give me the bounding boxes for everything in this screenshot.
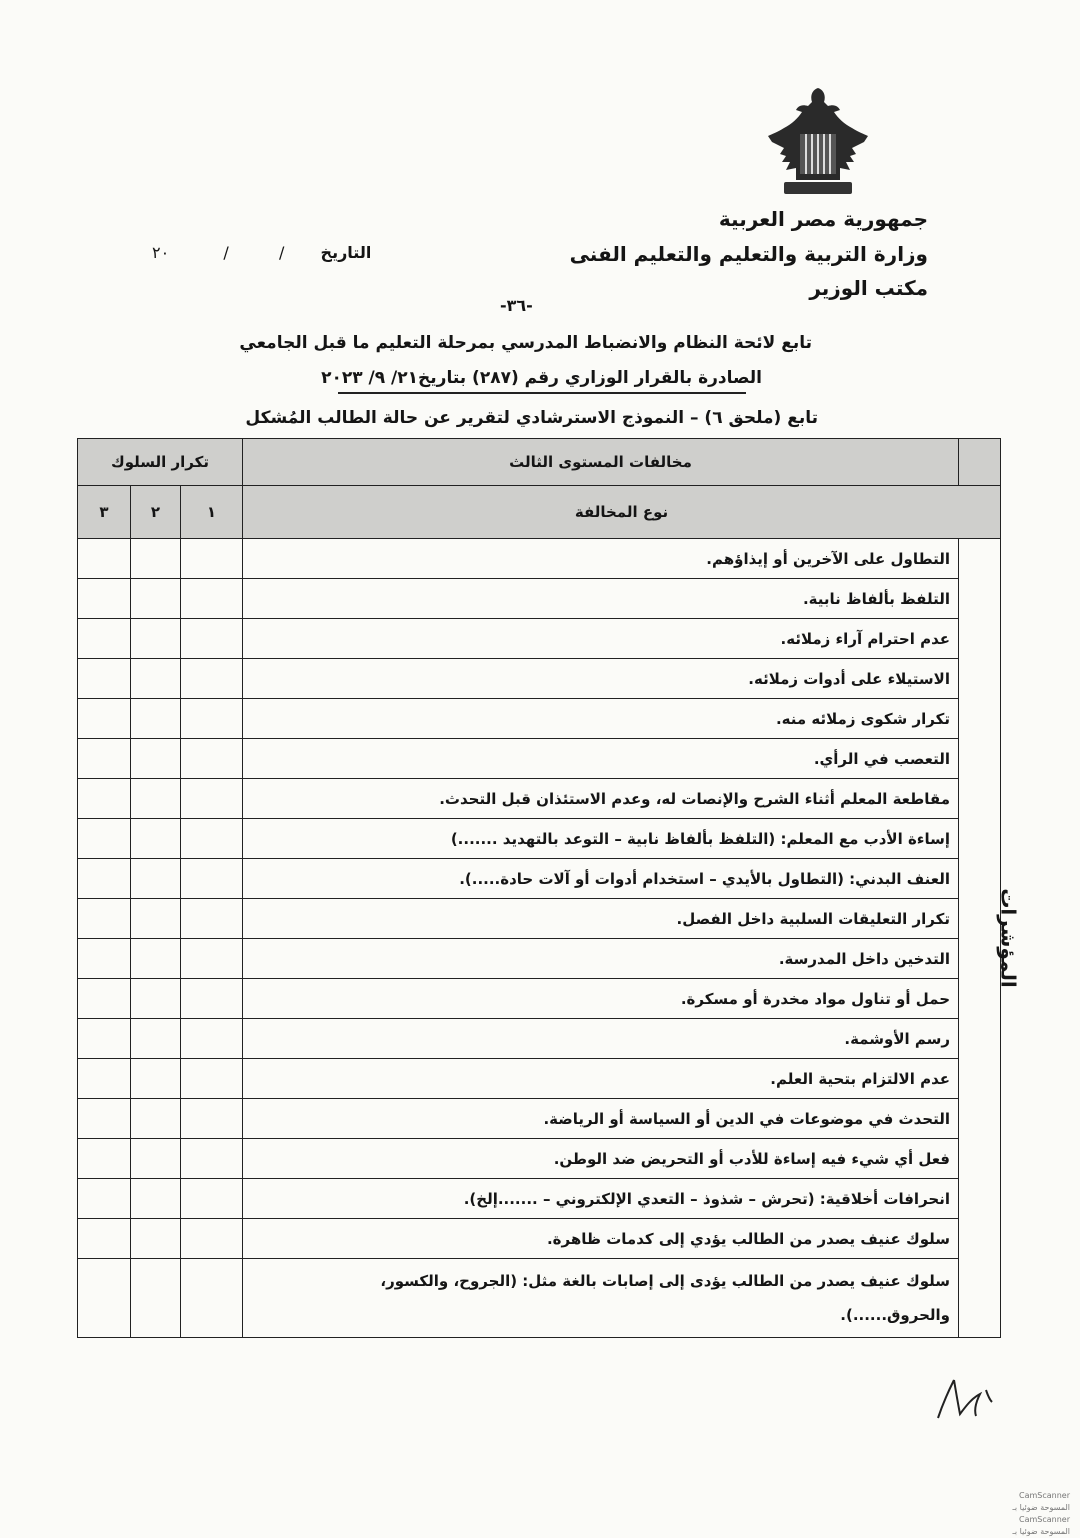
count-cell[interactable] [78, 619, 131, 659]
count-cell[interactable] [131, 659, 181, 699]
count-cell[interactable] [181, 1059, 243, 1099]
count-cell[interactable] [78, 1219, 131, 1259]
count-cell[interactable] [131, 619, 181, 659]
count-cell[interactable] [78, 579, 131, 619]
table-row [78, 1139, 1001, 1179]
count-header-3: ٣ [78, 486, 131, 539]
table-row [78, 1219, 1001, 1259]
date-separator: / [278, 243, 285, 262]
count-cell[interactable] [181, 859, 243, 899]
count-cell[interactable] [181, 979, 243, 1019]
violation-item: مقاطعة المعلم أثناء الشرح والإنصات له، وعدم الاستئذان قبل التحدث. [243, 779, 959, 819]
count-cell[interactable] [78, 1059, 131, 1099]
violation-item: الاستيلاء على أدوات زملائه. [243, 659, 959, 699]
violation-item: العنف البدني: (التطاول بالأيدي – استخدام أدوات أو آلات حادة.....). [243, 859, 959, 899]
page-number: -٣٦- [500, 296, 533, 315]
violation-item: التعصب في الرأي. [243, 739, 959, 779]
table-row [78, 939, 1001, 979]
count-cell[interactable] [131, 859, 181, 899]
eagle-emblem-icon [762, 84, 874, 200]
count-cell[interactable] [131, 579, 181, 619]
count-cell[interactable] [181, 1139, 243, 1179]
count-cell[interactable] [131, 739, 181, 779]
violation-item: حمل أو تناول مواد مخدرة أو مسكرة. [243, 979, 959, 1019]
count-cell[interactable] [181, 1019, 243, 1059]
violation-item: إساءة الأدب مع المعلم: (التلفظ بألفاظ نابية – التوعد بالتهديد .......) [243, 819, 959, 859]
count-cell[interactable] [78, 699, 131, 739]
level-header: مخالفات المستوى الثالث [243, 439, 959, 486]
table-row [78, 619, 1001, 659]
table-row [78, 819, 1001, 859]
table-header-row [78, 439, 1001, 486]
violation-item-last [243, 1259, 959, 1338]
count-cell[interactable] [131, 1179, 181, 1219]
count-cell[interactable] [181, 619, 243, 659]
table-row [78, 1059, 1001, 1099]
table-row [78, 579, 1001, 619]
table-row [78, 659, 1001, 699]
table-row [78, 779, 1001, 819]
count-cell[interactable] [131, 779, 181, 819]
violation-item: تكرار التعليقات السلبية داخل الفصل. [243, 899, 959, 939]
count-cell[interactable] [78, 539, 131, 579]
org-line-country: جمهورية مصر العربية [718, 207, 928, 231]
count-cell[interactable] [181, 1099, 243, 1139]
count-cell[interactable] [78, 779, 131, 819]
count-cell[interactable] [181, 539, 243, 579]
violation-item: التطاول على الآخرين أو إيذاؤهم. [243, 539, 959, 579]
count-cell[interactable] [131, 979, 181, 1019]
count-cell[interactable] [78, 1179, 131, 1219]
scanner-watermark-line: CamScanner المسوحة ضوئيا بـ [1012, 1491, 1070, 1512]
count-cell[interactable] [181, 899, 243, 939]
count-cell[interactable] [131, 1139, 181, 1179]
table-subheader-row [78, 486, 1001, 539]
count-cell[interactable] [131, 1019, 181, 1059]
repeat-header: تكرار السلوك [78, 439, 243, 486]
violation-item: عدم الالتزام بتحية العلم. [243, 1059, 959, 1099]
violation-item: التدخين داخل المدرسة. [243, 939, 959, 979]
table-row [78, 739, 1001, 779]
violation-item: انحرافات أخلاقية: (تحرش – شذوذ – التعدي الإلكتروني – .......إلخ). [243, 1179, 959, 1219]
count-cell[interactable] [181, 739, 243, 779]
table-row [78, 1259, 1001, 1338]
violation-item: فعل أي شيء فيه إساءة للأدب أو التحريض ضد الوطن. [243, 1139, 959, 1179]
count-cell[interactable] [181, 659, 243, 699]
table-row [78, 979, 1001, 1019]
count-cell[interactable] [78, 1099, 131, 1139]
table-row [78, 1179, 1001, 1219]
violation-item: تكرار شكوى زملائه منه. [243, 699, 959, 739]
signature-icon [930, 1370, 1010, 1430]
count-cell[interactable] [181, 819, 243, 859]
count-cell[interactable] [181, 1259, 243, 1338]
count-cell[interactable] [131, 1099, 181, 1139]
scanner-watermark [990, 1490, 1070, 1538]
count-cell[interactable] [78, 939, 131, 979]
count-cell[interactable] [181, 579, 243, 619]
count-cell[interactable] [131, 819, 181, 859]
table-row [78, 1019, 1001, 1059]
count-cell[interactable] [78, 859, 131, 899]
count-cell[interactable] [131, 1259, 181, 1338]
date-separator: / [223, 243, 229, 262]
count-cell[interactable] [131, 539, 181, 579]
violation-item: عدم احترام آراء زملائه. [243, 619, 959, 659]
scanner-watermark-line: CamScanner المسوحة ضوئيا بـ [1012, 1515, 1070, 1536]
count-cell[interactable] [181, 1219, 243, 1259]
date-year: ٢٠ [152, 243, 170, 262]
count-cell[interactable] [78, 979, 131, 1019]
table-row [78, 899, 1001, 939]
violation-item: التحدث في موضوعات في الدين أو السياسة أو الرياضة. [243, 1099, 959, 1139]
violation-item: سلوك عنيف يصدر من الطالب يؤدي إلى كدمات ظاهرة. [243, 1219, 959, 1259]
count-cell[interactable] [131, 699, 181, 739]
count-cell[interactable] [78, 739, 131, 779]
count-cell[interactable] [78, 819, 131, 859]
count-cell[interactable] [78, 1019, 131, 1059]
indicators-side-label: المؤشرات [959, 539, 1001, 1338]
count-cell[interactable] [78, 659, 131, 699]
count-cell[interactable] [181, 1179, 243, 1219]
count-cell[interactable] [131, 899, 181, 939]
count-cell[interactable] [78, 1139, 131, 1179]
count-cell[interactable] [78, 1259, 131, 1338]
annex-title: تابع (ملحق ٦) – النموذج الاسترشادي لتقرير عن حالة الطالب المُشكل [245, 408, 818, 428]
count-cell[interactable] [131, 1059, 181, 1099]
violation-item: رسم الأوشمة. [243, 1019, 959, 1059]
violations-table [77, 438, 1021, 1338]
count-cell[interactable] [131, 1219, 181, 1259]
decree-subtitle: الصادرة بالقرار الوزاري رقم (٢٨٧) بتاريخ٢١/ ٩/ ٢٠٢٣ [321, 368, 762, 388]
header-blank-cell [959, 439, 1001, 486]
date-label: التاريخ [320, 243, 372, 262]
violation-item-last-line1: سلوك عنيف يصدر من الطالب يؤدى إلى إصابات بالغة مثل: (الجروح، والكسور، [380, 1272, 950, 1290]
count-cell[interactable] [181, 939, 243, 979]
org-line-office: مكتب الوزير [809, 276, 928, 300]
org-line-ministry: وزارة التربية والتعليم والتعليم الفنى [569, 242, 928, 266]
type-header: نوع المخالفة [243, 486, 1001, 539]
count-cell[interactable] [181, 779, 243, 819]
subtitle-underline [338, 392, 746, 394]
table-row [78, 699, 1001, 739]
count-header-2: ٢ [131, 486, 181, 539]
document-title: تابع لائحة النظام والانضباط المدرسي بمرحلة التعليم ما قبل الجامعي [239, 333, 812, 353]
count-cell[interactable] [78, 899, 131, 939]
violation-item: التلفظ بألفاظ نابية. [243, 579, 959, 619]
table-row [78, 539, 1001, 579]
violation-item-last-line2: والحروق......). [840, 1306, 950, 1324]
table-row [78, 859, 1001, 899]
date-line [152, 243, 371, 262]
table-row [78, 1099, 1001, 1139]
count-cell[interactable] [181, 699, 243, 739]
count-cell[interactable] [131, 939, 181, 979]
count-header-1: ١ [181, 486, 243, 539]
